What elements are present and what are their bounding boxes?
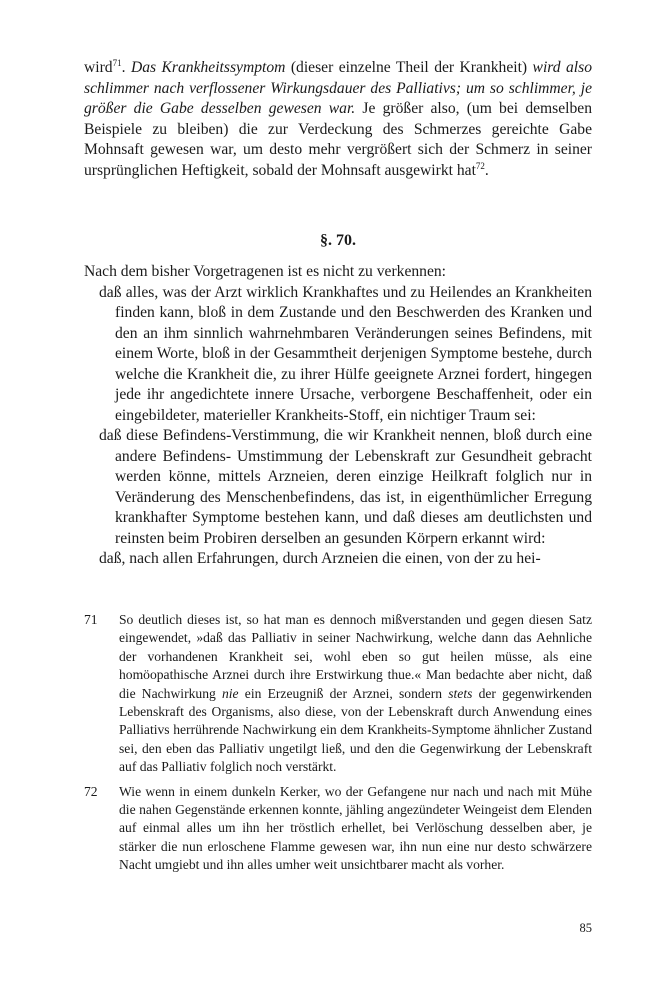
body-text-main	[84, 262, 592, 570]
text-run: .	[121, 59, 131, 76]
text-run: So deutlich dieses ist, so hat man es dennoch mißverstanden und gegen diesen Satz eingewendet, »daß das Palliativ in seiner Nachwirkung, welche dann das Aehnliche der vorhandenen Krankheit sei, wohl eben so gut heilen müsse, als eine homöopathische Arznei durch ihre Erstwirkung thue.« Man bedachte aber nicht, daß die Nachwirkung	[119, 612, 592, 701]
page-number: 85	[579, 921, 592, 935]
continuation-paragraph	[84, 58, 592, 181]
text-run: Wie wenn in einem dunkeln Kerker, wo der Gefangene nur nach und nach mit Mühe die nahen Gegenstände erkennen konnte, jähling angezündeter Weingeist dem Elenden auf einmal alles um ihn her tröstlich erhellet, bei Verlöschung desselben aber, je stärker die nun erloschene Flamme gewesen war, ihn nun eine nur desto schwärzere Nacht umgiebt und ihn alles umher weit unsichtbarer macht als vorher.	[119, 783, 592, 873]
footnote-72	[84, 783, 592, 875]
footnote-number: 71	[84, 612, 98, 627]
text-run: .	[484, 161, 489, 179]
section-heading: §. 70.	[320, 232, 356, 249]
italic-run: nie	[221, 685, 239, 701]
list-item: daß diese Befindens-Verstimmung, die wir Krankheit nennen, bloß durch eine andere Befindens- Umstimmung der Lebenskraft zur Gesundheit gebracht werden könne, mittels Arzneien, deren einzige Heilkraft folglich nur in Veränderung des Menschenbefindens, das ist, in eigenthümlicher Erregung krankhafter Symptome bestehen kann, und daß dieses am deutlichsten und reinsten beim Probiren derselben an gesunden Körpern erkannt wird:	[99, 427, 592, 547]
italic-run: wird also schlimmer nach verflossener Wirkungsdauer des Palliativs; um so schlimmer, je größer die Gabe desselben gewesen war.	[84, 59, 593, 117]
list-item: daß alles, was der Arzt wirklich Krankhaftes und zu Heilendes an Krankheiten finden kann, bloß in dem Zustande und den Beschwerden des Kranken und den an ihm sinnlich wahrnehmbaren Veränderungen seines Befindens, mit einem Worte, bloß in der Gesammtheit derjenigen Symptome bestehe, durch welche die Krankheit die, zu ihrer Hülfe geeignete Arznei fordert, hingegen jede ihr angedichtete innere Ursache, verborgene Beschaffenheit, oder ein eingebildeter, materieller Krankheits-Stoff, ein nichtiger Traum sei:	[99, 283, 592, 424]
italic-run: stets	[448, 685, 473, 701]
text-run: (dieser einzelne Theil der Krankheit)	[285, 59, 533, 76]
footnote-number: 72	[84, 783, 98, 799]
text-run: Je größer also, (um bei demselben Beispiele zu bleiben) die zur Verdeckung des Schmerzes gereichte Gabe Mohnsaft gewesen war, um desto mehr vergrößert sich der Schmerz in seiner ursprünglichen Heftigkeit, sobald der Mohnsaft ausgewirkt hat	[84, 100, 593, 179]
footnotes	[84, 611, 592, 881]
body-text-top	[84, 58, 592, 181]
footnote-71	[84, 611, 592, 777]
intro-sentence: Nach dem bisher Vorgetragenen ist es nicht zu verkennen:	[84, 263, 447, 280]
italic-run: Das Krankheitssymptom	[130, 59, 286, 76]
text-run: wird	[84, 59, 113, 76]
footnote-ref-72[interactable]: 72	[475, 160, 485, 171]
text-run: ein Erzeugniß der Arznei, sondern	[238, 685, 449, 701]
list-item: daß, nach allen Erfahrungen, durch Arzneien die einen, von der zu hei-	[99, 550, 541, 567]
footnote-ref-71[interactable]: 71	[112, 58, 122, 68]
text-run: der gegenwirkenden Lebenskraft des Organisms, also diese, von der Lebenskraft durch Anwendung eines Palliativs herrührende Nachwirkung ein dem Krankheits-Symptome ähnlicher Zustand sei, den eben das Palliativ ungetilgt ließ, und den die Gegenwirkung der Lebenskraft auf das Palliativ folglich noch verstärkt.	[119, 685, 592, 775]
